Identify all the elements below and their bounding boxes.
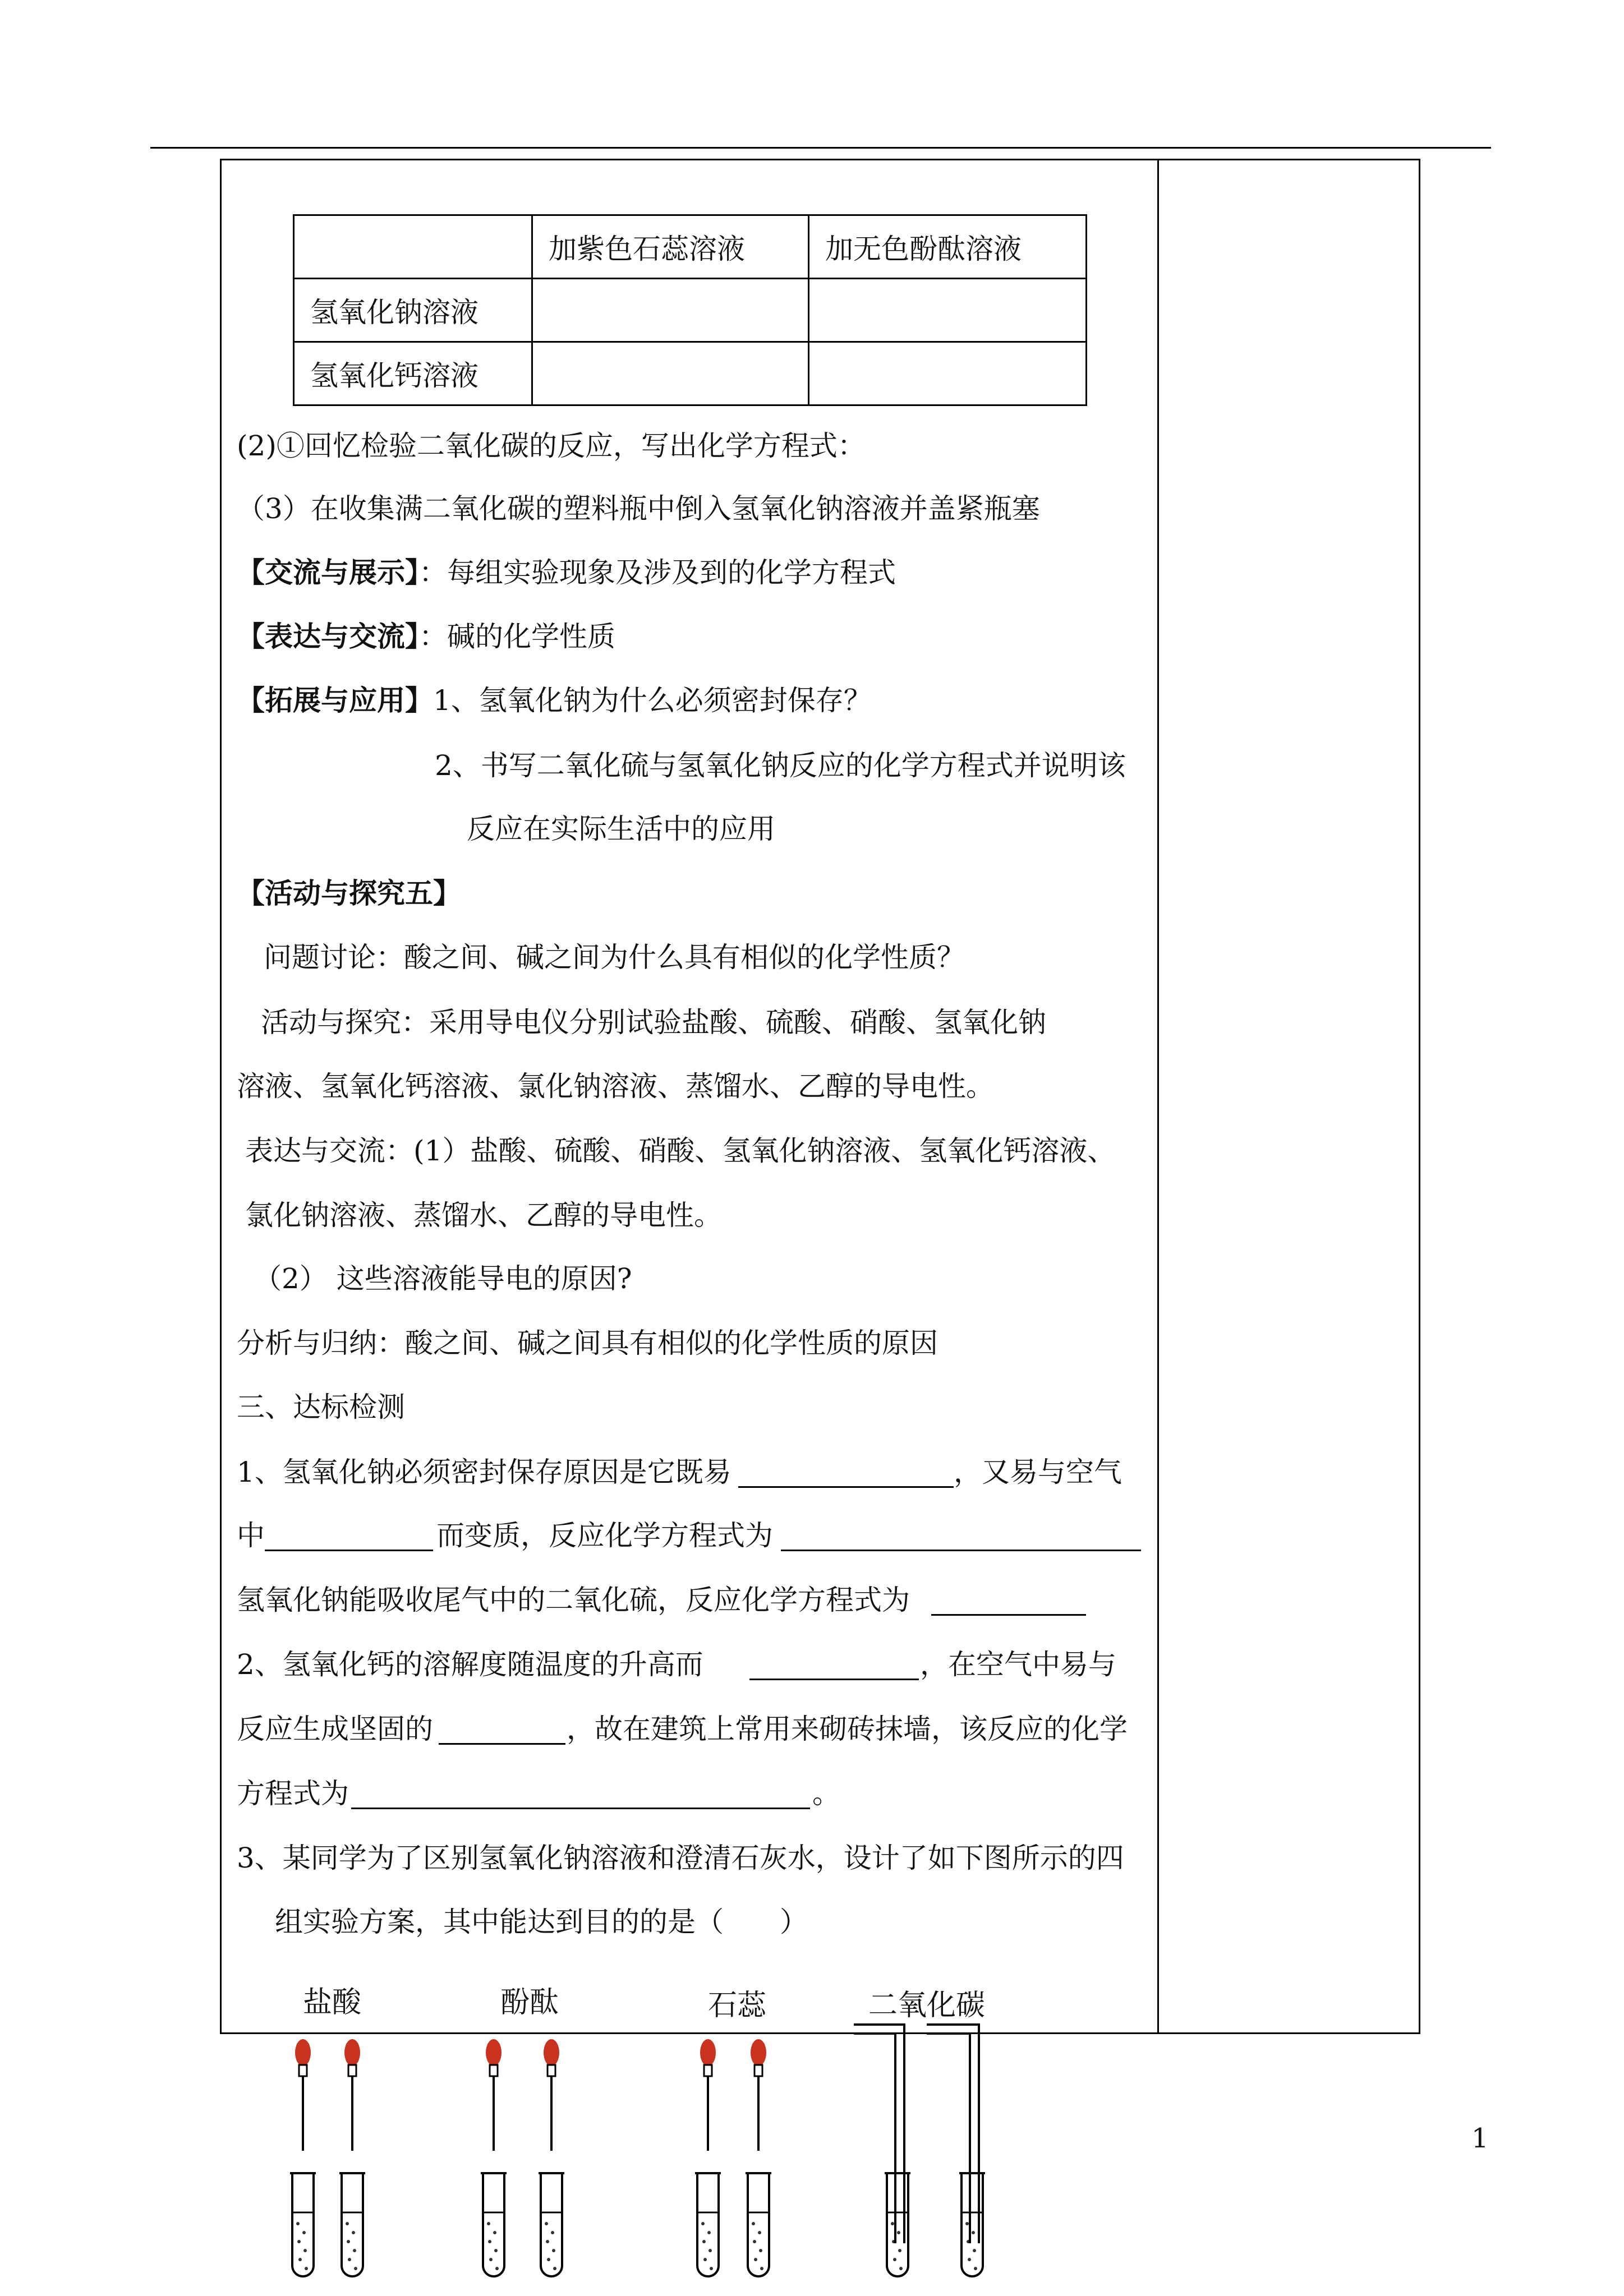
text-line: （3）在收集满二氧化碳的塑料瓶中倒入氢氧化钠溶液并盖紧瓶塞 (237, 492, 1040, 525)
test-tube-hcl-b-liquid-dot (354, 2267, 357, 2270)
question-2-text: ，在空气中易与 (920, 1648, 1116, 1681)
test-tube-litmus-a-liquid-dot (707, 2231, 711, 2234)
dropper-litmus-a-bulb (700, 2039, 716, 2066)
question-1-text: 中 (237, 1519, 265, 1552)
text-line: (2)①回忆检验二氧化碳的反应，写出化学方程式： (237, 430, 866, 462)
test-tube-hcl-a-liquid-dot (296, 2222, 300, 2225)
text-line: 溶液、氢氧化钙溶液、氯化钠溶液、蒸馏水、乙醇的导电性。 (237, 1070, 994, 1103)
section-text: 1、氢氧化钠为什么必须密封保存？ (433, 684, 872, 717)
question-2-text: ，故在建筑上常用来砌砖抹墙，该反应的化学 (567, 1713, 1128, 1745)
dropper-hcl-a-collar (299, 2065, 307, 2076)
question-2-text: 方程式为 (237, 1777, 349, 1810)
text-line: 反应在实际生活中的应用 (467, 813, 775, 845)
test-tube-phenolphthalein-b-liquid-dot (551, 2231, 554, 2234)
test-tube-hcl-a-liquid-dot (297, 2240, 301, 2243)
figure-label-co2: 二氧化碳 (868, 1989, 986, 2022)
question-2-text: 2、氢氧化钙的溶解度随温度的升高而 (237, 1648, 703, 1681)
section-tag: 【表达与交流】 (237, 620, 419, 653)
figure-label-phenolphthalein: 酚酞 (500, 1986, 559, 2020)
test-tube-phenolphthalein-a-liquid-dot (489, 2258, 493, 2261)
test-tube-litmus-b-liquid-dot (759, 2249, 762, 2252)
test-tube-litmus-a-liquid-dot (701, 2222, 705, 2225)
test-tube-co2-b-liquid-dot (972, 2231, 975, 2234)
question-1-text: 1、氢氧化钠必须密封保存原因是它既易 (237, 1456, 732, 1488)
dropper-litmus-a-collar (704, 2065, 712, 2076)
row-label-naoh: 氢氧化钠溶液 (294, 279, 532, 342)
test-tube-phenolphthalein-a-liquid-dot (495, 2267, 499, 2270)
test-tube-hcl-b-liquid-dot (352, 2231, 355, 2234)
row-label-caoh2: 氢氧化钙溶液 (294, 342, 532, 405)
question-2-text: 。 (812, 1777, 840, 1810)
dropper-litmus-b-collar (755, 2065, 762, 2076)
test-tube-co2-b-liquid-dot (974, 2267, 977, 2270)
question-2-text: 反应生成坚固的 (237, 1713, 433, 1745)
test-tube-phenolphthalein-b-liquid-dot (553, 2267, 556, 2270)
question-3-text: 组实验方案，其中能达到目的的是（ ） (275, 1906, 808, 1938)
test-tube-litmus-a-liquid-dot (702, 2240, 706, 2243)
test-tube-hcl-b (342, 2173, 363, 2276)
section-tag: 【拓展与应用】 (237, 684, 433, 717)
test-tube-litmus-b (748, 2173, 769, 2276)
question-1-text: 氢氧化钠能吸收尾气中的二氧化硫，反应化学方程式为 (237, 1584, 910, 1616)
test-tube-phenolphthalein-a-liquid-dot (488, 2240, 491, 2243)
gas-pipe-b (927, 2025, 979, 2243)
section-heading-check: 三、达标检测 (237, 1391, 405, 1423)
dropper-phenolphthalein-b-collar (548, 2065, 555, 2076)
test-tube-co2-b-liquid-dot (968, 2258, 971, 2261)
test-tube-phenolphthalein-b-liquid-dot (545, 2222, 548, 2225)
figure-label-litmus: 石蕊 (708, 1989, 767, 2022)
test-tube-hcl-a-liquid-dot (305, 2267, 308, 2270)
text-line: 表达与交流：(1）盐酸、硫酸、硝酸、氢氧化钠溶液、氢氧化钙溶液、 (245, 1135, 1116, 1167)
test-tube-litmus-b-liquid-dot (758, 2231, 761, 2234)
test-tube-co2-a-liquid-dot (899, 2267, 903, 2270)
dropper-phenolphthalein-a-collar (490, 2065, 498, 2076)
test-tube-co2-a-liquid-dot (893, 2258, 896, 2261)
test-tube-litmus-b-liquid-dot (760, 2267, 763, 2270)
test-tube-litmus-a (697, 2173, 719, 2276)
test-tube-phenolphthalein-b-liquid-dot (552, 2249, 555, 2252)
gas-pipe-a (854, 2025, 904, 2243)
test-tube-hcl-b-liquid-dot (347, 2240, 350, 2243)
test-tube-litmus-b-liquid-dot (754, 2258, 757, 2261)
page-number: 1 (1471, 2123, 1489, 2154)
dropper-phenolphthalein-b-bulb (544, 2039, 559, 2066)
test-tube-co2-b-liquid-dot (965, 2222, 969, 2225)
table-header-litmus: 加紫色石蕊溶液 (532, 215, 809, 279)
test-tube-phenolphthalein-b-liquid-dot (547, 2258, 550, 2261)
test-tube-co2-b-liquid-dot (973, 2249, 976, 2252)
test-tube-hcl-a-liquid-dot (298, 2258, 302, 2261)
question-1-text: 而变质，反应化学方程式为 (436, 1519, 773, 1552)
test-tube-co2-a-liquid-dot (898, 2249, 901, 2252)
test-tube-hcl-b-liquid-dot (353, 2249, 356, 2252)
text-line: （2） 这些溶液能导电的原因? (254, 1262, 632, 1295)
test-tube-litmus-a-liquid-dot (710, 2267, 713, 2270)
figure-label-hcl: 盐酸 (303, 1986, 362, 2020)
dropper-hcl-a-bulb (295, 2039, 311, 2066)
test-tube-phenolphthalein-b-liquid-dot (546, 2240, 549, 2243)
test-tube-hcl-a (292, 2173, 314, 2276)
test-tube-co2-a-liquid-dot (897, 2231, 900, 2234)
text-line: 分析与归纳：酸之间、碱之间具有相似的化学性质的原因 (237, 1327, 938, 1359)
section-title-activity5: 【活动与探究五】 (237, 877, 461, 910)
test-tube-phenolphthalein-a-liquid-dot (487, 2222, 490, 2225)
text-line: 活动与探究：采用导电仪分别试验盐酸、硫酸、硝酸、氢氧化钠 (261, 1006, 1046, 1039)
test-tube-phenolphthalein-b (541, 2173, 562, 2276)
test-tube-phenolphthalein-a (483, 2173, 504, 2276)
test-tube-phenolphthalein-a-liquid-dot (494, 2249, 498, 2252)
dropper-hcl-b-bulb (344, 2039, 360, 2066)
test-tube-phenolphthalein-a-liquid-dot (493, 2231, 496, 2234)
text-line: 2、书写二氧化硫与氢氧化钠反应的化学方程式并说明该 (435, 749, 1126, 782)
dropper-litmus-b-bulb (751, 2039, 766, 2066)
test-tube-hcl-b-liquid-dot (348, 2258, 351, 2261)
section-text: ：碱的化学性质 (419, 620, 615, 653)
test-tube-co2-a-liquid-dot (891, 2222, 894, 2225)
test-tube-hcl-b-liquid-dot (346, 2222, 349, 2225)
test-tube-litmus-a-liquid-dot (703, 2258, 707, 2261)
text-line: 问题讨论：酸之间、碱之间为什么具有相似的化学性质？ (264, 941, 965, 974)
text-line: 氯化钠溶液、蒸馏水、乙醇的导电性。 (245, 1199, 722, 1232)
test-tube-litmus-b-liquid-dot (752, 2222, 755, 2225)
section-tag: 【交流与展示】 (237, 556, 419, 589)
test-tube-litmus-b-liquid-dot (753, 2240, 756, 2243)
question-3-text: 3、某同学为了区别氢氧化钠溶液和澄清石灰水，设计了如下图所示的四 (237, 1842, 1124, 1874)
test-tube-hcl-a-liquid-dot (302, 2231, 306, 2234)
section-text: ：每组实验现象及涉及到的化学方程式 (419, 556, 896, 589)
table-header-phenolphthalein: 加无色酚酞溶液 (809, 215, 1087, 279)
test-tube-hcl-a-liquid-dot (303, 2249, 307, 2252)
dropper-phenolphthalein-a-bulb (486, 2039, 502, 2066)
question-1-text: ，又易与空气 (954, 1456, 1122, 1488)
test-tube-litmus-a-liquid-dot (709, 2249, 712, 2252)
dropper-hcl-b-collar (348, 2065, 356, 2076)
